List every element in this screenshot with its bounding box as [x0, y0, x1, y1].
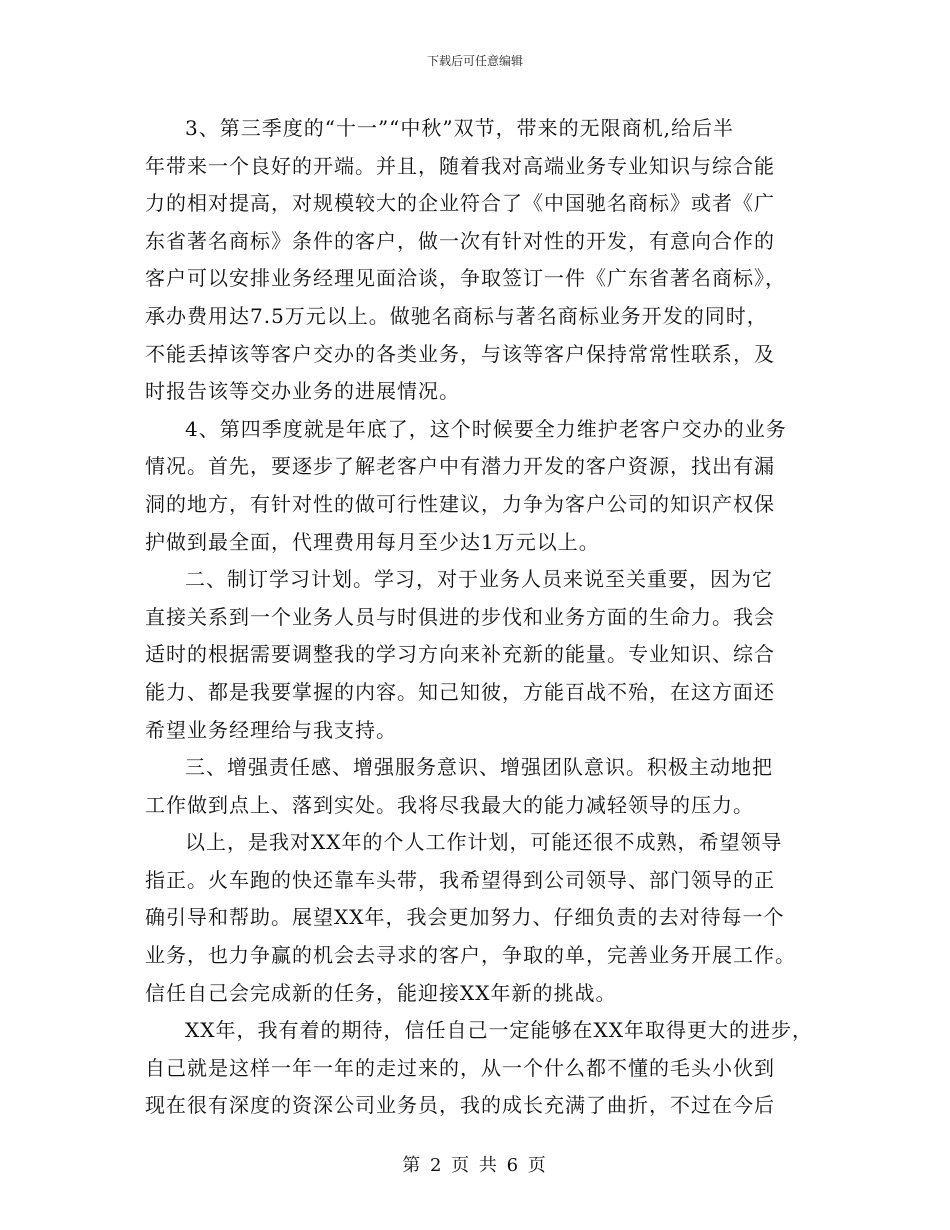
- text-line: 3、第三季度的“十一”“中秋”双节，带来的无限商机,给后半: [185, 116, 734, 140]
- text-line: 二、制订学习计划。学习，对于业务人员来说至关重要，因为它: [185, 567, 773, 592]
- text-line: 三、增强责任感、增强服务意识、增强团队意识。积极主动地把: [185, 755, 773, 780]
- paragraph: [145, 1012, 845, 1125]
- paragraph: [145, 561, 845, 749]
- text-line: 洞的地方，有针对性的做可行性建议，力争为客户公司的知识产权保: [145, 491, 775, 516]
- text-line: 确引导和帮助。展望XX年，我会更加努力、仔细负责的去对待每一个: [145, 905, 785, 930]
- text-line: 客户可以安排业务经理见面洽谈，争取签订一件《广东省著名商标》，: [145, 266, 786, 291]
- text-line: 以上，是我对XX年的个人工作计划，可能还很不成熟，希望领导: [185, 830, 783, 855]
- text-line: 东省著名商标》条件的客户，做一次有针对性的开发，有意向合作的: [145, 228, 775, 253]
- text-line: 业务，也力争赢的机会去寻求的客户，争取的单，完善业务开展工作。: [145, 943, 796, 968]
- text-line: 承办费用达7.5万元以上。做驰名商标与著名商标业务开发的同时，: [145, 303, 768, 328]
- text-line: 现在很有深度的资深公司业务员，我的成长充满了曲折，不过在今后: [145, 1093, 775, 1118]
- text-line: 护做到最全面，代理费用每月至少达1万元以上。: [145, 529, 600, 554]
- text-line: 能力、都是我要掌握的内容。知己知彼，方能百战不殆，在这方面还: [145, 679, 775, 704]
- paragraph: [145, 411, 845, 561]
- text-line: XX年，我有着的期待，信任自己一定能够在XX年取得更大的进步，: [185, 1018, 813, 1043]
- text-line: 适时的根据需要调整我的学习方向来补充新的能量。专业知识、综合: [145, 642, 775, 667]
- paragraph: [145, 749, 845, 824]
- text-line: 时报告该等交办业务的进展情况。: [145, 379, 460, 404]
- text-line: 情况。首先，要逐步了解老客户中有潜力开发的客户资源，找出有漏: [145, 454, 775, 479]
- text-line: 力的相对提高，对规模较大的企业符合了《中国驰名商标》或者《广: [145, 191, 775, 216]
- paragraph: [145, 824, 845, 1012]
- text-line: 希望业务经理给与我支持。: [145, 717, 397, 742]
- text-line: 信任自己会完成新的任务，能迎接XX年新的挑战。: [145, 980, 617, 1005]
- document-body: [145, 110, 845, 1125]
- text-line: 指正。火车跑的快还靠车头带，我希望得到公司领导、部门领导的正: [145, 867, 775, 892]
- text-line: 自己就是这样一年一年的走过来的，从一个什么都不懂的毛头小伙到: [145, 1055, 775, 1080]
- page-header: 下载后可任意编辑: [426, 54, 523, 68]
- text-line: 4、第四季度就是年底了，这个时候要全力维护老客户交办的业务: [185, 416, 787, 441]
- text-line: 工作做到点上、落到实处。我将尽我最大的能力减轻领导的压力。: [145, 792, 754, 817]
- text-line: 不能丢掉该等客户交办的各类业务，与该等客户保持常常性联系，及: [145, 341, 775, 366]
- text-line: 直接关系到一个业务人员与时俱进的步伐和业务方面的生命力。我会: [145, 604, 775, 629]
- paragraph: [145, 110, 845, 411]
- page-number-footer: 第 2 页 共 6 页: [402, 1155, 548, 1176]
- text-line: 年带来一个良好的开端。并且，随着我对高端业务专业知识与综合能: [145, 153, 775, 178]
